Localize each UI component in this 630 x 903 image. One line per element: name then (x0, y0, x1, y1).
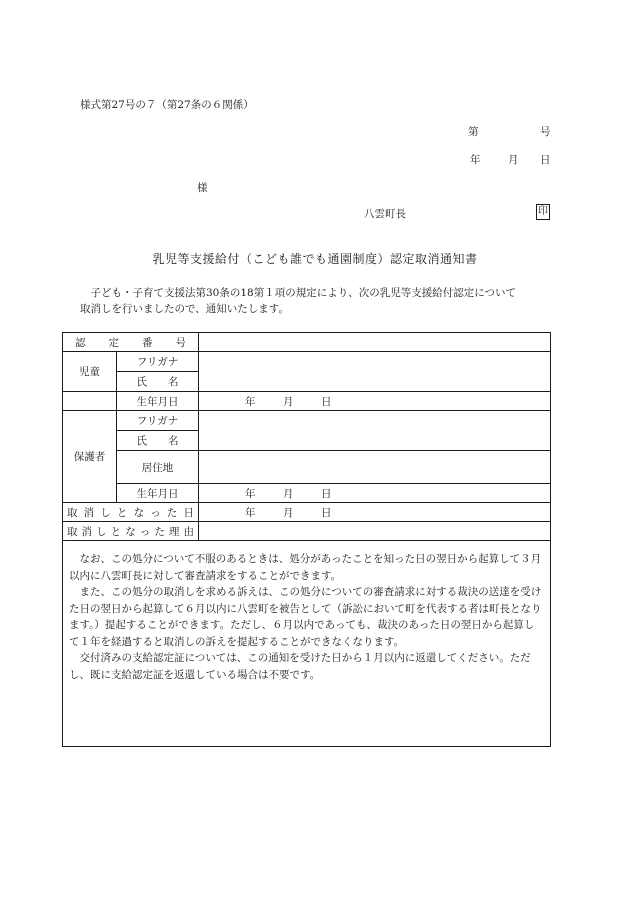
guardian-birth-year-label: 年 (245, 487, 256, 500)
child-birth-month-label: 月 (283, 395, 294, 408)
guardian-furigana-label: フリガナ (117, 411, 199, 431)
row-guardian-furigana (63, 411, 551, 431)
revocation-reason-label: 取消しとなった理由 (63, 522, 199, 541)
doc-number-suffix: 号 (540, 126, 551, 138)
child-name-value (199, 352, 551, 392)
intro-line-1: 子ども・子育て支援法第30条の18第１項の規定により、次の乳児等支援給付認定について (90, 287, 517, 299)
row-notes (63, 541, 551, 747)
guardian-birth-day-label: 日 (321, 487, 332, 500)
issuer-name: 八雲町長 (364, 208, 406, 220)
intro-text (80, 285, 560, 317)
child-birthdate-spacer (63, 392, 117, 411)
child-birth-day-label: 日 (321, 395, 332, 408)
guardian-residence-value (199, 451, 551, 484)
row-child-furigana (63, 352, 551, 372)
revocation-reason-value (199, 522, 551, 541)
intro-line-2: 取消しを行いましたので、通知いたします。 (80, 303, 289, 315)
notice-form-table (62, 332, 551, 747)
cert-number-value (199, 333, 551, 352)
revocation-year-label: 年 (245, 506, 256, 519)
child-label: 児童 (63, 352, 117, 392)
addressee-honorific: 様 (197, 182, 208, 194)
form-number: 様式第27号の７（第27条の６関係） (80, 99, 254, 111)
child-birthdate-value (199, 392, 551, 411)
child-birth-year-label: 年 (245, 395, 256, 408)
cert-number-label: 認定番号 (63, 333, 199, 352)
row-revocation-reason (63, 522, 551, 541)
issue-date-month: 月 (508, 154, 519, 166)
guardian-birth-month-label: 月 (283, 487, 294, 500)
seal-box: 印 (536, 204, 550, 220)
child-birthdate-label: 生年月日 (117, 392, 199, 411)
guardian-birthdate-label: 生年月日 (117, 484, 199, 503)
guardian-label: 保護者 (63, 411, 117, 503)
revocation-month-label: 月 (283, 506, 294, 519)
doc-number-prefix: 第 (468, 126, 479, 138)
document-title: 乳児等支援給付（こども誰でも通園制度）認定取消通知書 (152, 252, 478, 266)
guardian-name-label: 氏 名 (117, 431, 199, 451)
issue-date-year: 年 (470, 154, 481, 166)
row-revocation-date (63, 503, 551, 522)
notes-appeal: なお、この処分について不服のあるときは、処分があったことを知った日の翌日から起算して３月以内に八雲町長に対して審査請求をすることができます。 (69, 553, 542, 582)
row-guardian-residence (63, 451, 551, 484)
revocation-day-label: 日 (321, 506, 332, 519)
guardian-name-value (199, 411, 551, 451)
row-guardian-birthdate (63, 484, 551, 503)
child-furigana-label: フリガナ (117, 352, 199, 372)
notes-return-certificate: 交付済みの支給認定証については、この通知を受けた日から１月以内に返還してください。ただし、既に支給認定証を返還している場合は不要です。 (69, 652, 531, 681)
revocation-date-value (199, 503, 551, 522)
child-name-label: 氏 名 (117, 372, 199, 392)
issue-date-day: 日 (540, 154, 551, 166)
notes-box (63, 541, 551, 747)
row-child-birthdate (63, 392, 551, 411)
guardian-birthdate-value (199, 484, 551, 503)
revocation-date-label: 取消しとなった日 (63, 503, 199, 522)
guardian-residence-label: 居住地 (117, 451, 199, 484)
notes-lawsuit: また、この処分の取消しを求める訴えは、この処分についての審査請求に対する裁決の送達を受けた日の翌日から起算して６月以内に八雲町を被告として（訴訟において町を代表する者は町長となります。）提起することができます。ただし、６月以内であっても、裁決のあった日の翌日から起算して１年を経過すると取消しの訴えを提起することができなくなります。 (69, 586, 542, 648)
row-cert-number (63, 333, 551, 352)
